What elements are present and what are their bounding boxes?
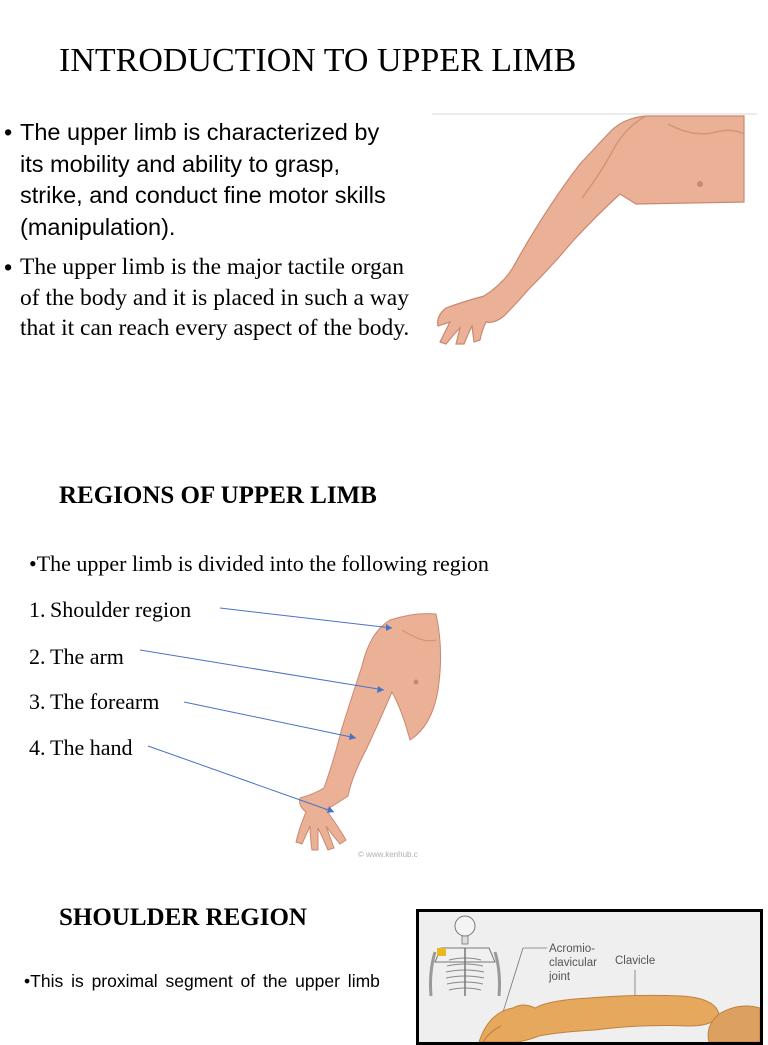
figure-credit: © www.kenhub.c bbox=[358, 850, 418, 859]
region-label: The forearm bbox=[50, 689, 160, 714]
figure-label-acromio: Acromio- bbox=[549, 943, 596, 955]
upper-limb-illustration bbox=[432, 112, 757, 352]
region-label: The hand bbox=[50, 735, 133, 760]
region-list-item bbox=[29, 644, 124, 670]
region-number: 3. bbox=[29, 689, 46, 714]
region-list-item bbox=[29, 735, 132, 761]
region-label: The arm bbox=[50, 644, 124, 669]
intro-bullet-2 bbox=[4, 252, 414, 344]
intro-bullet-text: The upper limb is the major tactile organ of the body and it is placed in such a way that it can reach every aspect of the body. bbox=[20, 254, 410, 341]
shoulder-heading: SHOULDER REGION bbox=[59, 904, 307, 931]
bullet-marker: • bbox=[4, 119, 13, 145]
region-number: 4. bbox=[29, 735, 46, 760]
region-label: Shoulder region bbox=[50, 597, 192, 622]
bullet-marker: • bbox=[4, 254, 13, 280]
shoulder-skeleton-figure bbox=[416, 909, 763, 1045]
page-title: INTRODUCTION TO UPPER LIMB bbox=[59, 42, 577, 79]
regions-intro-bullet: •The upper limb is divided into the following region bbox=[29, 551, 489, 576]
region-number: 1. bbox=[29, 597, 46, 622]
figure-label-clavicle: Clavicle bbox=[615, 955, 656, 967]
bullet-marker: • bbox=[24, 971, 31, 991]
shoulder-bullet-text: This is proximal segment of the upper limb bbox=[30, 971, 380, 991]
region-number: 2. bbox=[29, 644, 46, 669]
shoulder-skeleton-illustration bbox=[419, 912, 760, 1042]
figure-label-clavicular: clavicular bbox=[549, 957, 597, 969]
shoulder-bullet bbox=[24, 966, 389, 997]
regions-heading: REGIONS OF UPPER LIMB bbox=[59, 482, 377, 509]
intro-bullet-text: The upper limb is characterized by its mobility and ability to grasp, strike, and conduct fine motor skills (manipulation). bbox=[20, 119, 386, 240]
regions-arm-illustration bbox=[140, 600, 480, 860]
intro-bullet-1 bbox=[4, 117, 404, 243]
figure-label-joint: joint bbox=[549, 971, 571, 983]
